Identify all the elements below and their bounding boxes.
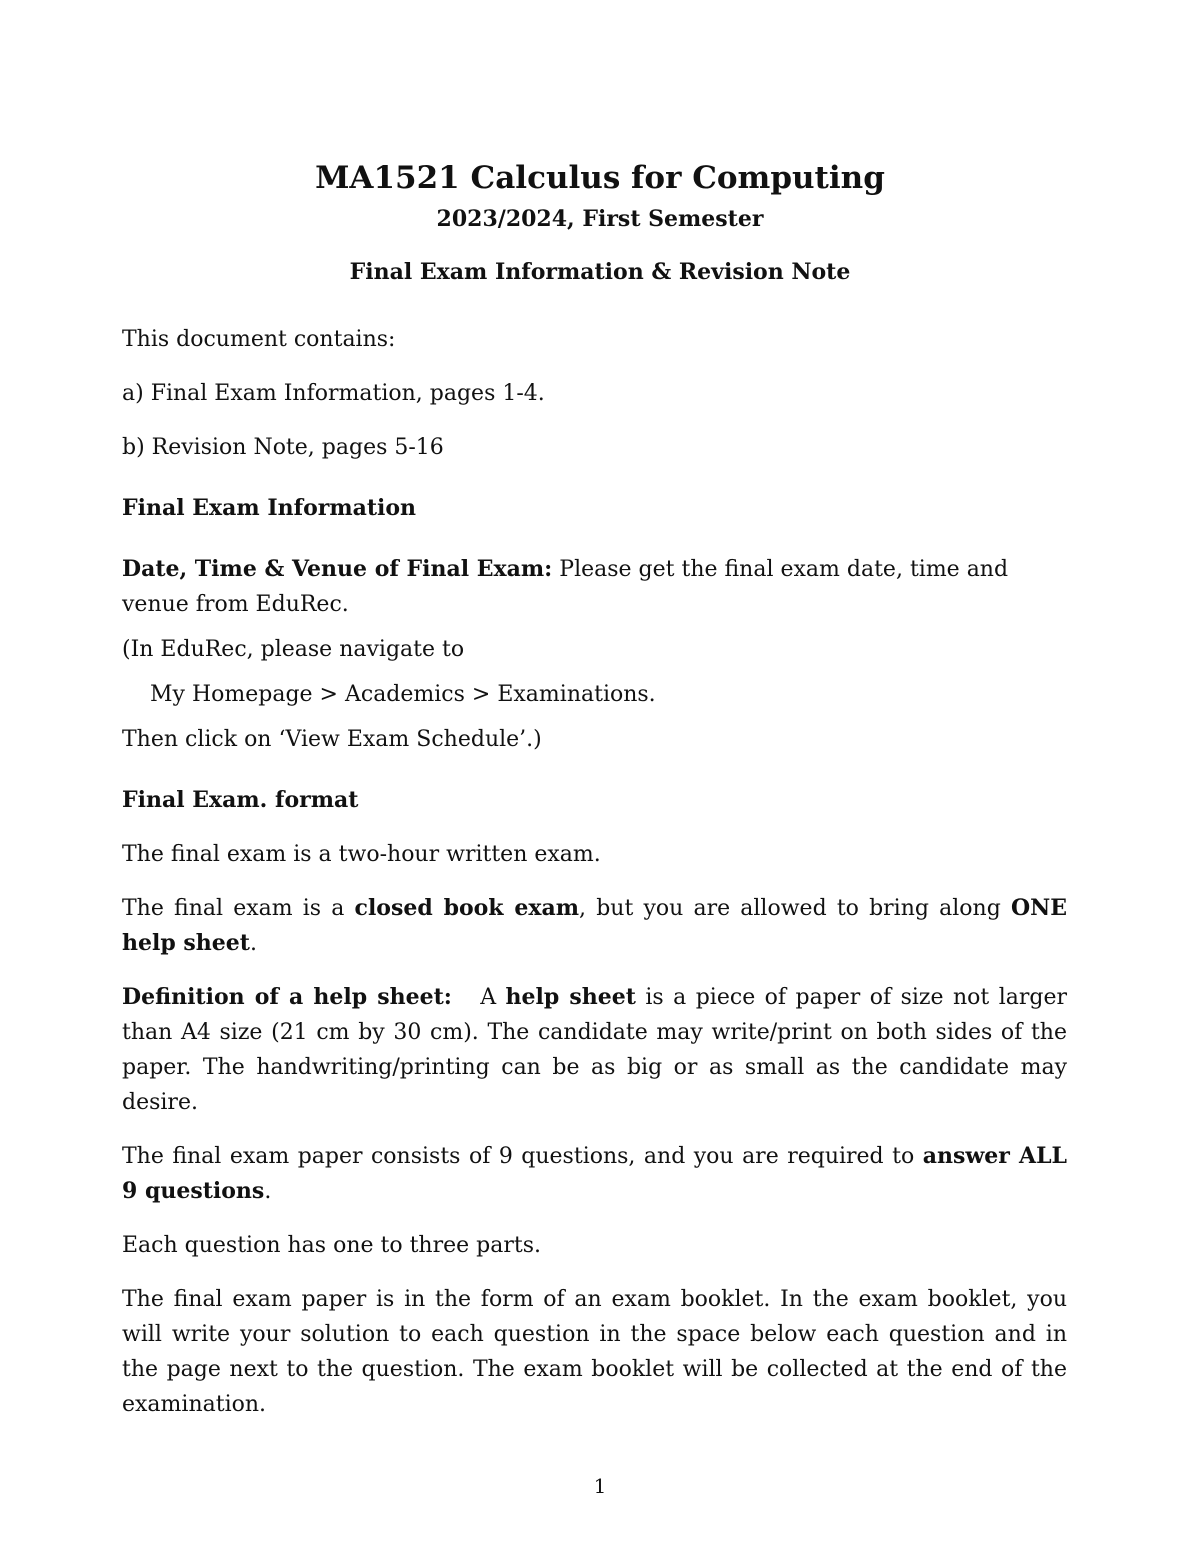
- help-sheet-term: help sheet: [505, 984, 636, 1010]
- questions-text-2: .: [264, 1179, 272, 1204]
- closed-book-text-2: , but you are allowed to bring along: [579, 896, 1011, 921]
- edurec-nav-line-3: Then click on ‘View Exam Schedule’.): [122, 727, 542, 752]
- document-title: Final Exam Information & Revision Note: [349, 259, 851, 285]
- date-time-venue-label: Date, Time & Venue of Final Exam:: [122, 556, 553, 582]
- document-body: [122, 322, 1067, 1441]
- question-parts-paragraph: Each question has one to three parts.: [122, 1233, 541, 1258]
- date-time-venue-paragraph: [122, 552, 1067, 622]
- help-sheet-emphasis: ONE help sheet: [122, 895, 1067, 956]
- edurec-nav-line-1: (In EduRec, please navigate to: [122, 637, 465, 662]
- closed-book-text-3: .: [249, 931, 257, 956]
- closed-book-paragraph: [122, 891, 1067, 961]
- date-time-venue-text: Please get the final exam date, time and venue from EduRec.: [122, 557, 1009, 617]
- help-sheet-definition-label: Definition of a help sheet:: [122, 984, 452, 1010]
- contents-item-a: a) Final Exam Information, pages 1-4.: [122, 381, 545, 406]
- section-heading-exam-format: Final Exam. format: [122, 787, 359, 813]
- page-number: 1: [593, 1474, 607, 1498]
- questions-emphasis: answer ALL 9 questions: [122, 1143, 1067, 1204]
- closed-book-emphasis: closed book exam: [354, 895, 580, 921]
- help-sheet-definition-paragraph: [122, 980, 1067, 1120]
- contents-item-b: b) Revision Note, pages 5-16: [122, 435, 444, 460]
- help-sheet-definition-text: is a piece of paper of size not larger than A4 size (21 cm by 30 cm). The candidate may write/print on both sides of the paper. The handwriting/printing can be as big or as small as the candidate may desire.: [122, 985, 1067, 1115]
- exam-booklet-paragraph: The final exam paper is in the form of an exam booklet. In the exam booklet, you will write your solution to each question in the space below each question and in the page next to the question. The exam booklet will be collected at the end of the examination.: [122, 1287, 1067, 1417]
- help-sheet-definition-gap: A: [451, 985, 506, 1010]
- closed-book-text-1: The final exam is a: [122, 896, 355, 921]
- contains-label: This document contains:: [122, 327, 396, 352]
- semester-subtitle: 2023/2024, First Semester: [436, 206, 764, 232]
- course-title: MA1521 Calculus for Computing: [315, 160, 885, 196]
- section-heading-final-exam-information: Final Exam Information: [122, 495, 417, 521]
- written-exam-paragraph: The final exam is a two-hour written exam.: [122, 842, 601, 867]
- edurec-nav-path: My Homepage > Academics > Examinations.: [150, 682, 656, 707]
- questions-text-1: The final exam paper consists of 9 questions, and you are required to: [122, 1144, 923, 1169]
- questions-paragraph: [122, 1139, 1067, 1209]
